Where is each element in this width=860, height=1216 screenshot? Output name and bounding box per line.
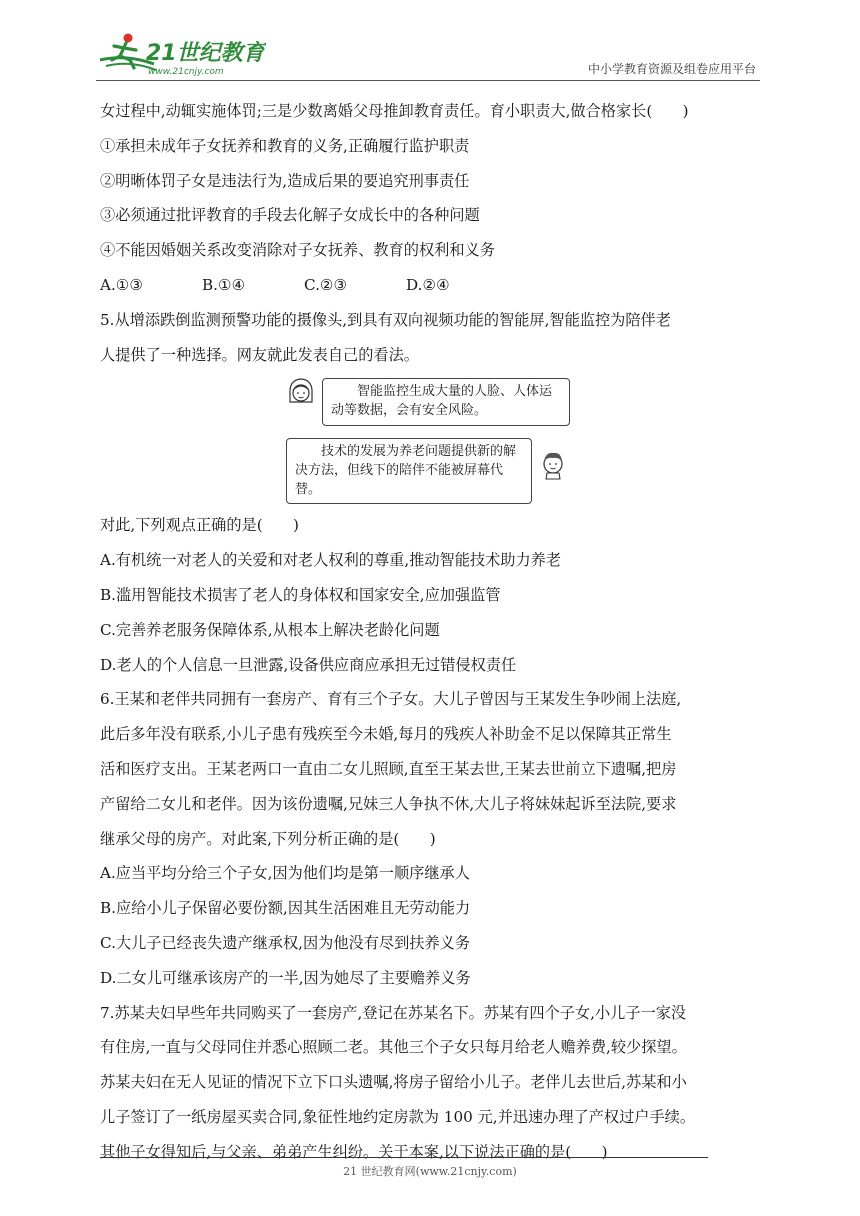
header-divider <box>96 80 760 81</box>
q5-stem-line-2: 人提供了一种选择。网友就此发表自己的看法。 <box>100 345 419 364</box>
q6-option-d: D.二女儿可继承该房产的一半,因为她尽了主要赡养义务 <box>100 968 471 987</box>
footer-divider <box>100 1157 708 1158</box>
q4-item-3: ③必须通过批评教育的手段去化解子女成长中的各种问题 <box>100 206 480 225</box>
q7-stem-line-1: 7.苏某夫妇早些年共同购买了一套房产,登记在苏某名下。苏某有四个子女,小儿子一家没 <box>100 1003 687 1022</box>
q6-stem-line-3: 活和医疗支出。王某老两口一直由二女儿照顾,直至王某去世,王某去世前立下遗嘱,把房 <box>100 759 677 778</box>
comment-bubble-1: 智能监控生成大量的人脸、人体运动等数据，会有安全风险。 <box>322 378 570 426</box>
q5-question: 对此,下列观点正确的是( ) <box>100 516 299 535</box>
q4-choice-c: C.②③ <box>304 275 348 294</box>
q4-choice-a: A.①③ <box>100 275 144 294</box>
q4-stem-tail: 女过程中,动辄实施体罚;三是少数离婚父母推卸教育责任。育小职责大,做合格家长( ) <box>100 102 689 120</box>
q4-item-4: ④不能因婚姻关系改变消除对子女抚养、教育的权利和义务 <box>100 241 495 260</box>
q6-stem-line-2: 此后多年没有联系,小儿子患有残疾至今未婚,每月的残疾人补助金不足以保障其正常生 <box>100 725 672 744</box>
q7-stem-line-4: 儿子签订了一纸房屋买卖合同,象征性地约定房款为 100 元,并迅速办理了产权过户手续。 <box>100 1107 696 1126</box>
page-footer: 21 世纪教育网(www.21cnjy.com) <box>343 1165 517 1178</box>
q4-choices <box>100 274 768 296</box>
q5-option-d: D.老人的个人信息一旦泄露,设备供应商应承担无过错侵权责任 <box>100 655 517 674</box>
q5-option-b: B.滥用智能技术损害了老人的身体权和国家安全,应加强监管 <box>100 585 501 604</box>
q6-option-a: A.应当平均分给三个子女,因为他们均是第一顺序继承人 <box>100 864 470 883</box>
q7-stem-line-3: 苏某夫妇在无人见证的情况下立下口头遗嘱,将房子留给小儿子。老伴儿去世后,苏某和小 <box>100 1073 687 1092</box>
q4-choice-b: B.①④ <box>202 275 246 294</box>
q5-option-a: A.有机统一对老人的关爱和对老人权利的尊重,推动智能技术助力养老 <box>100 551 562 570</box>
q4-item-2: ②明晰体罚子女是违法行为,造成后果的要追究刑事责任 <box>100 171 470 190</box>
platform-name: 中小学教育资源及组卷应用平台 <box>587 62 756 76</box>
q6-stem-line-5: 继承父母的房产。对此案,下列分析正确的是( ) <box>100 829 436 848</box>
q5-stem-line-1: 5.从增添跌倒监测预警功能的摄像头,到具有双向视频功能的智能屏,智能监控为陪伴老 <box>100 310 671 329</box>
logo-url: www.21cnjy.com <box>148 67 224 77</box>
q5-option-c: C.完善养老服务保障体系,从根本上解决老龄化问题 <box>100 620 440 639</box>
q4-item-1: ①承担未成年子女抚养和教育的义务,正确履行监护职责 <box>100 136 470 155</box>
q5-comment-figure <box>100 374 768 502</box>
page-header <box>96 30 760 80</box>
q6-stem-line-4: 产留给二女儿和老伴。因为该份遗嘱,兄妹三人争执不休,大儿子将妹妹起诉至法院,要求 <box>100 794 677 813</box>
site-logo <box>96 30 266 80</box>
q4-choice-d: D.②④ <box>406 275 450 294</box>
boy-avatar-icon <box>538 448 568 480</box>
q7-stem-line-2: 有住房,一直与父母同住并悉心照顾二老。其他三个子女只每月给老人赡养费,较少探望。 <box>100 1038 687 1057</box>
q6-option-b: B.应给小儿子保留必要份额,因其生活困难且无劳动能力 <box>100 899 471 918</box>
q7-stem-line-5: 其他子女得知后,与父亲、弟弟产生纠纷。关于本案,以下说法正确的是( ) <box>100 1142 608 1161</box>
comment-bubble-2: 技术的发展为养老问题提供新的解决方法，但线下的陪伴不能被屏幕代替。 <box>286 438 532 504</box>
q6-stem-line-1: 6.王某和老伴共同拥有一套房产、育有三个子女。大儿子曾因与王某发生争吵闹上法庭, <box>100 690 682 709</box>
girl-avatar-icon <box>286 376 316 408</box>
q6-option-c: C.大儿子已经丧失遗产继承权,因为他没有尽到扶养义务 <box>100 933 471 952</box>
document-body <box>100 100 768 1176</box>
logo-text: 21世纪教育 <box>146 41 265 66</box>
